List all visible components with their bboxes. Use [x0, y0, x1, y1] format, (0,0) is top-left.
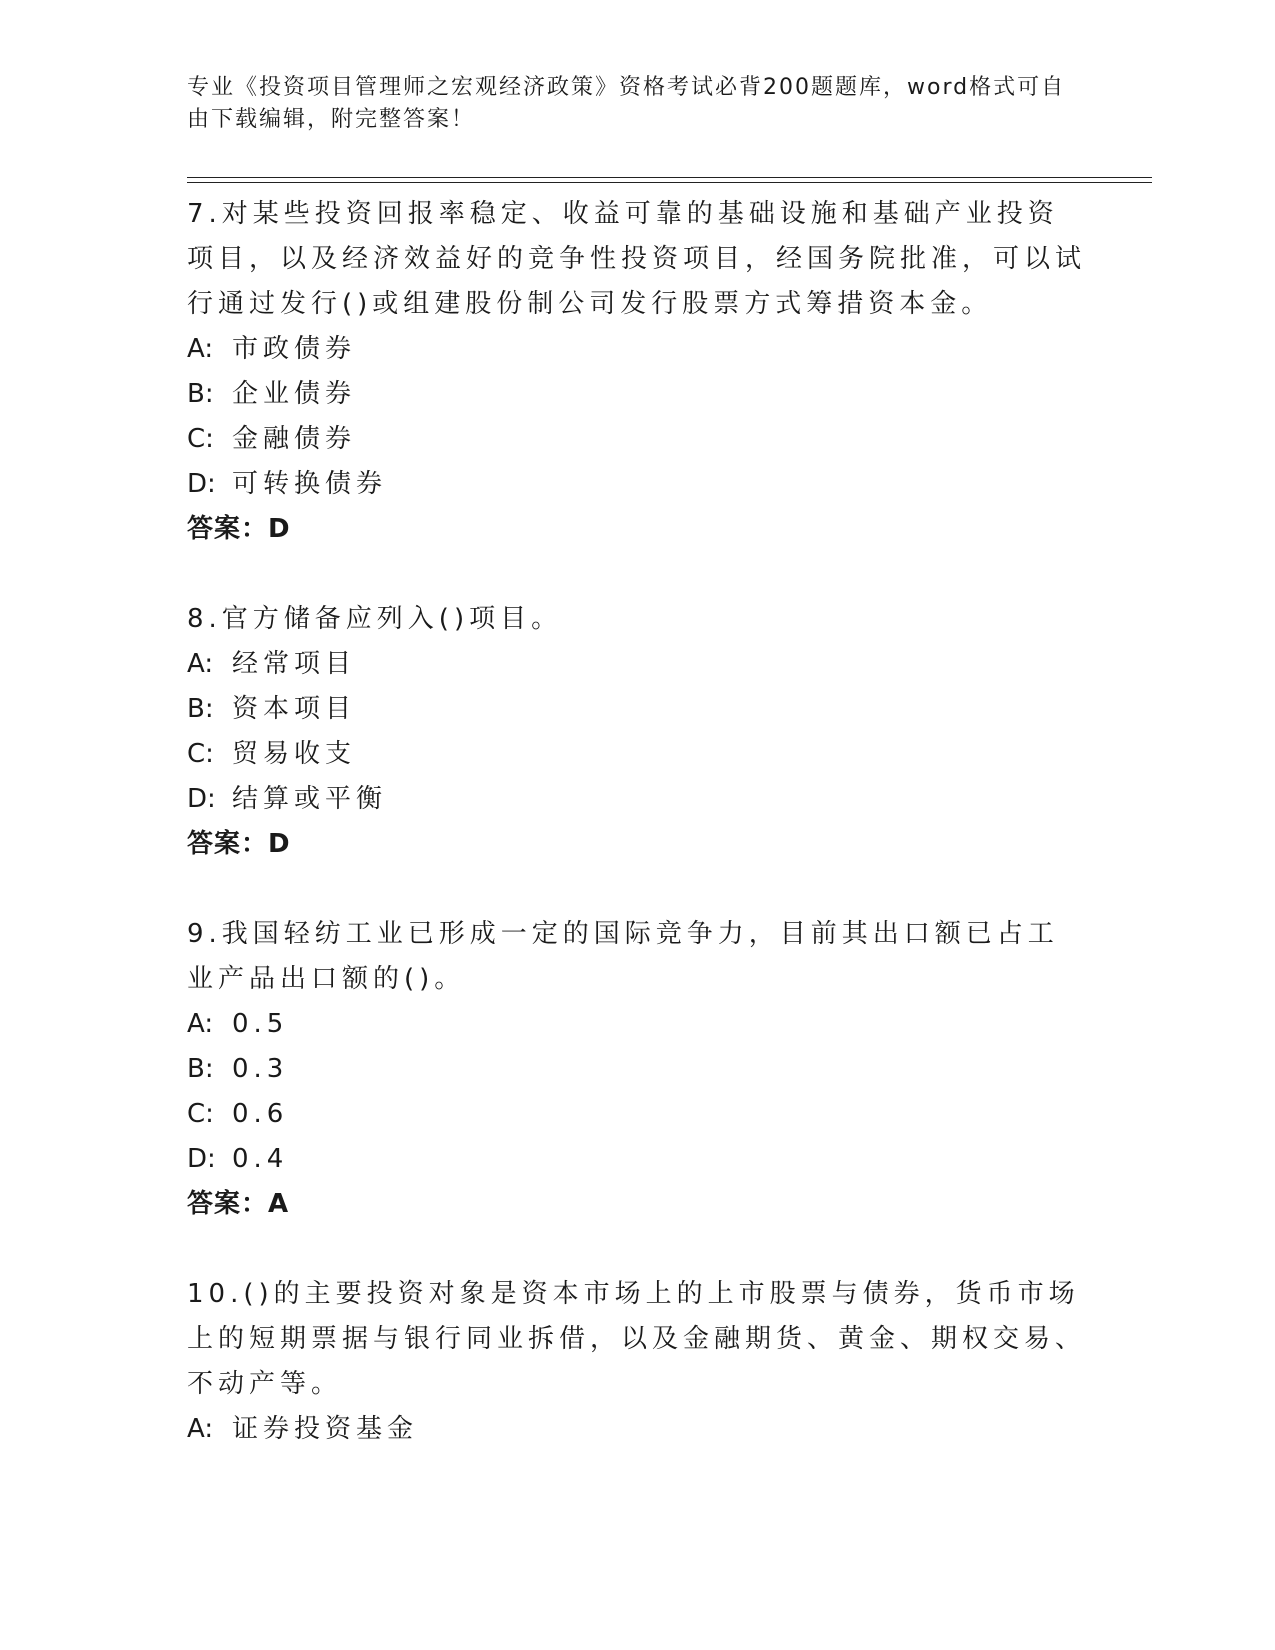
answer-text: 答案：D — [187, 829, 291, 859]
option-a — [187, 642, 1087, 687]
option-text: 0.6 — [232, 1099, 289, 1129]
option-c — [187, 732, 1087, 777]
option-text: 0.3 — [232, 1054, 289, 1084]
option-letter: B: — [187, 379, 214, 409]
option-text: 经常项目 — [232, 649, 357, 679]
option-letter: B: — [187, 1054, 214, 1084]
question-stem: 7.对某些投资回报率稳定、收益可靠的基础设施和基础产业投资项目，以及经济效益好的竞争性投资项目，经国务院批准，可以试行通过发行()或组建股份制公司发行股票方式筹措资本金。 — [187, 199, 1087, 319]
question-stem: 8.官方储备应列入()项目。 — [187, 604, 563, 634]
option-b — [187, 687, 1087, 732]
option-d — [187, 1137, 1087, 1182]
question-9 — [187, 912, 1087, 1227]
header-divider-bottom — [187, 182, 1152, 183]
option-text: 企业债券 — [232, 379, 357, 409]
question-stem: 10.()的主要投资对象是资本市场上的上市股票与债券，货币市场上的短期票据与银行同业拆借，以及金融期货、黄金、期权交易、不动产等。 — [187, 1279, 1087, 1399]
option-text: 资本项目 — [232, 694, 357, 724]
option-text: 贸易收支 — [232, 739, 357, 769]
option-letter: D: — [187, 1144, 216, 1174]
option-text: 金融债券 — [232, 424, 357, 454]
option-letter: A: — [187, 334, 214, 364]
option-letter: A: — [187, 649, 214, 679]
option-letter: D: — [187, 784, 216, 814]
option-c — [187, 417, 1087, 462]
answer-text: 答案：D — [187, 514, 291, 544]
option-letter: D: — [187, 469, 216, 499]
option-letter: C: — [187, 424, 214, 454]
option-letter: C: — [187, 1099, 214, 1129]
answer-text: 答案：A — [187, 1189, 290, 1219]
option-a — [187, 1407, 1087, 1452]
question-8 — [187, 597, 1087, 867]
option-letter: C: — [187, 739, 214, 769]
question-stem: 9.我国轻纺工业已形成一定的国际竞争力，目前其出口额已占工业产品出口额的()。 — [187, 919, 1059, 994]
header-divider-top — [187, 177, 1152, 178]
option-letter: A: — [187, 1414, 214, 1444]
option-d — [187, 462, 1087, 507]
option-text: 可转换债券 — [232, 469, 388, 499]
option-b — [187, 1047, 1087, 1092]
question-list — [187, 192, 1087, 1497]
option-a — [187, 327, 1087, 372]
option-a — [187, 1002, 1087, 1047]
option-text: 结算或平衡 — [232, 784, 388, 814]
option-c — [187, 1092, 1087, 1137]
option-text: 0.4 — [232, 1144, 289, 1174]
option-text: 市政债券 — [232, 334, 357, 364]
option-d — [187, 777, 1087, 822]
option-b — [187, 372, 1087, 417]
option-text: 证券投资基金 — [232, 1414, 419, 1444]
option-text: 0.5 — [232, 1009, 289, 1039]
question-7 — [187, 192, 1087, 552]
document-header: 专业《投资项目管理师之宏观经济政策》资格考试必背200题题库，word格式可自由下载编辑，附完整答案！ — [187, 75, 1066, 132]
question-10 — [187, 1272, 1087, 1452]
option-letter: B: — [187, 694, 214, 724]
option-letter: A: — [187, 1009, 214, 1039]
